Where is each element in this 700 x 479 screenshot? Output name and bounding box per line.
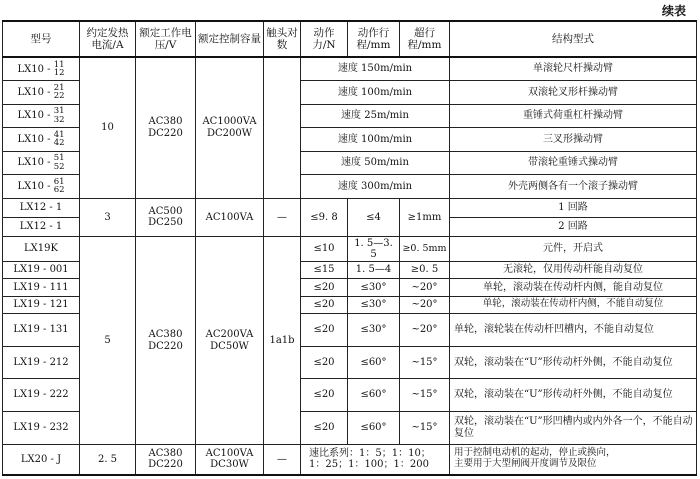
table-row xyxy=(3,237,697,262)
header-capacity: 额定控制容量 xyxy=(196,21,264,57)
structure-cell: 元件，开启式 xyxy=(450,237,697,262)
contacts-cell: — xyxy=(264,444,301,475)
model-cell: LX12 - 1 xyxy=(3,217,80,236)
structure-cell: 双滚轮叉形杆操动臂 xyxy=(450,81,697,105)
overtravel-cell: ~20° xyxy=(400,296,450,313)
overtravel-cell: ~15° xyxy=(400,412,450,445)
force-cell: ≤9. 8 xyxy=(301,198,348,237)
model-cell: LX10 - 11 12 xyxy=(3,57,80,81)
rated-voltage: AC380 DC220 xyxy=(136,237,196,444)
structure-cell: 外壳两侧各有一个滚子操动臂 xyxy=(450,175,697,199)
contacts-cell xyxy=(264,57,301,198)
control-capacity: AC1000VA DC200W xyxy=(196,57,264,198)
overtravel-cell: ≥1mm xyxy=(400,198,450,237)
contacts-cell: 1a1b xyxy=(264,237,301,444)
table-row xyxy=(3,57,697,81)
overtravel-cell: ~15° xyxy=(400,346,450,379)
overtravel-cell: ~20° xyxy=(400,313,450,346)
structure-cell: 1 回路 xyxy=(450,198,697,217)
speed-cell: 速度 25m/min xyxy=(301,104,450,128)
structure-cell: 单轮，滚动装在传动杆内侧，能自动复位 xyxy=(450,279,697,296)
model-cell: LX19 - 131 xyxy=(3,313,80,346)
rated-current: 10 xyxy=(80,57,136,198)
overtravel-cell: ≥0. 5mm xyxy=(400,237,450,262)
travel-cell: 1. 5—3. 5 xyxy=(348,237,400,262)
force-cell: ≤20 xyxy=(301,346,348,379)
table-row xyxy=(3,198,697,217)
header-force: 动作力/N xyxy=(301,21,348,57)
switch-spec-table xyxy=(2,20,697,476)
force-cell: ≤10 xyxy=(301,237,348,262)
model-cell: LX10 - 21 22 xyxy=(3,81,80,105)
rated-voltage: AC380 DC220 xyxy=(136,57,196,198)
speed-ratio-cell: 速比系列：1：5；1：10； 1：25；1：100；1：200 xyxy=(301,444,450,475)
structure-cell: 双轮，滚动装在“U”形传动杆外侧，不能自动复位 xyxy=(450,346,697,379)
model-cell: LX19K xyxy=(3,237,80,262)
structure-cell: 双轮，滚动装在“U”形凹槽内或内外各一个，不能自动复位 xyxy=(450,412,697,445)
speed-cell: 速度 100m/min xyxy=(301,81,450,105)
structure-cell: 重锤式荷重杠杆操动臂 xyxy=(450,104,697,128)
overtravel-cell: ~20° xyxy=(400,279,450,296)
force-cell: ≤15 xyxy=(301,261,348,278)
structure-cell: 无滚轮，仅用传动杆能自动复位 xyxy=(450,261,697,278)
continued-label: 续表 xyxy=(661,4,686,18)
travel-cell: ≤60° xyxy=(348,379,400,412)
model-cell: LX19 - 001 xyxy=(3,261,80,278)
header-travel: 动作行程/mm xyxy=(348,21,400,57)
speed-cell: 速度 50m/min xyxy=(301,151,450,175)
structure-cell: 带滚轮重锤式操动臂 xyxy=(450,151,697,175)
header-model: 型号 xyxy=(3,21,80,57)
header-current: 约定发热电流/A xyxy=(80,21,136,57)
model-cell: LX12 - 1 xyxy=(3,198,80,217)
model-cell: LX19 - 121 xyxy=(3,296,80,313)
rated-current: 2. 5 xyxy=(80,444,136,475)
force-cell: ≤20 xyxy=(301,296,348,313)
travel-cell: 1. 5—4 xyxy=(348,261,400,278)
rated-voltage: AC380 DC220 xyxy=(136,444,196,475)
control-capacity: AC100VA DC30W xyxy=(196,444,264,475)
speed-cell: 速度 150m/min xyxy=(301,57,450,81)
force-cell: ≤20 xyxy=(301,379,348,412)
travel-cell: ≤30° xyxy=(348,279,400,296)
header-row xyxy=(3,21,697,57)
model-cell: LX10 - 61 62 xyxy=(3,175,80,199)
model-cell: LX19 - 111 xyxy=(3,279,80,296)
rated-voltage: AC500 DC250 xyxy=(136,198,196,237)
model-cell: LX10 - 41 42 xyxy=(3,128,80,152)
model-cell: LX10 - 51 52 xyxy=(3,151,80,175)
overtravel-cell: ≥0. 5 xyxy=(400,261,450,278)
header-voltage: 额定工作电压/V xyxy=(136,21,196,57)
model-cell: LX19 - 222 xyxy=(3,379,80,412)
structure-cell: 单滚轮尺杆操动臂 xyxy=(450,57,697,81)
travel-cell: ≤4 xyxy=(348,198,400,237)
structure-cell: 单轮，滚轮装在传动杆凹槽内，不能自动复位 xyxy=(450,313,697,346)
structure-cell: 2 回路 xyxy=(450,217,697,236)
model-cell: LX19 - 212 xyxy=(3,346,80,379)
header-contacts: 触头对数 xyxy=(264,21,301,57)
structure-cell: 单轮，滚动装在传动杆内侧，不能自动复位 xyxy=(450,296,697,313)
travel-cell: ≤60° xyxy=(348,346,400,379)
model-cell: LX10 - 31 32 xyxy=(3,104,80,128)
structure-cell: 用于控制电动机的起动，停止或换向， 主要用于大型闸阀开度调节及限位 xyxy=(450,444,697,475)
header-overtravel: 超行程/mm xyxy=(400,21,450,57)
table-row xyxy=(3,444,697,475)
force-cell: ≤20 xyxy=(301,313,348,346)
travel-cell: ≤30° xyxy=(348,296,400,313)
model-cell: LX20 - J xyxy=(3,444,80,475)
control-capacity: AC100VA xyxy=(196,198,264,237)
model-cell: LX19 - 232 xyxy=(3,412,80,445)
travel-cell: ≤60° xyxy=(348,412,400,445)
force-cell: ≤20 xyxy=(301,279,348,296)
contacts-cell: — xyxy=(264,198,301,237)
structure-cell: 双轮，滚动装在“U”形传动杆外侧，不能自动复位 xyxy=(450,379,697,412)
speed-cell: 速度 300m/min xyxy=(301,175,450,199)
control-capacity: AC200VA DC50W xyxy=(196,237,264,444)
structure-cell: 三叉形操动臂 xyxy=(450,128,697,152)
force-cell: ≤20 xyxy=(301,412,348,445)
header-structure: 结构型式 xyxy=(450,21,697,57)
rated-current: 5 xyxy=(80,237,136,444)
overtravel-cell: ~15° xyxy=(400,379,450,412)
rated-current: 3 xyxy=(80,198,136,237)
travel-cell: ≤30° xyxy=(348,313,400,346)
speed-cell: 速度 100m/min xyxy=(301,128,450,152)
